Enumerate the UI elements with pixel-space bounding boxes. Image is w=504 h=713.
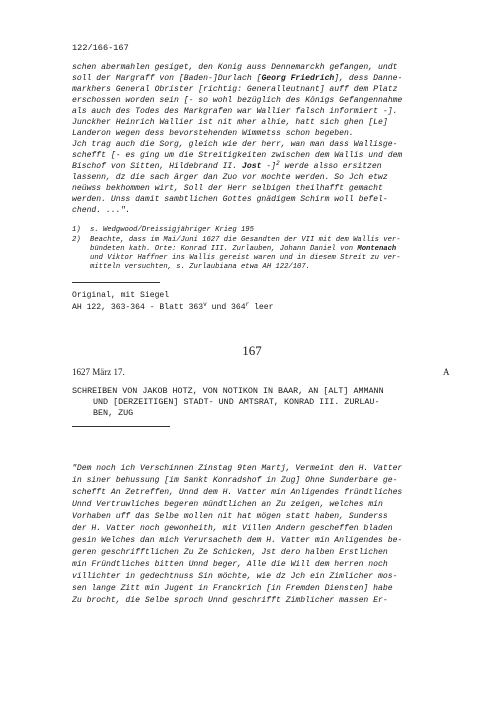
text-line: gesin Welches dan mich Verursacheth dem H. Vatter min Anligendes be-: [72, 536, 403, 545]
emphasis-name: Jost: [242, 162, 262, 171]
text-line: Bischof von Sitten, Hildebrand II. Jost -]$^2$ werde alsso ersitzen: [72, 160, 382, 171]
text-line: als auch des Todes des Markgrafen war Wallier falsch informiert -].: [72, 107, 398, 116]
text-line: "Dem noch ich Verschinnen Zinstag 9ten Martj, Vermeint den H. Vatter: [72, 464, 403, 473]
section-divider: [72, 282, 160, 283]
text-line: in siner behussung [im Sankt Konradshof in Zug] Ohne Sunderbare ge-: [72, 476, 398, 485]
text-line: villichter in gedechtnuss Sin möchte, wie dz Jch ein Zimlicher mos-: [72, 572, 398, 581]
text-line: neüwss bekhommen wirt, Soll der Herr selbigen theilhafft gemacht: [72, 184, 383, 193]
text-line: Vorhaben uff das Selbe mollen nit hat mögen statt haben, Sunderss: [72, 512, 388, 521]
heading-line: SCHREIBEN VON JAKOB HOTZ, VON NOTIKON IN BAAR, AN [ALT] AMMANN: [72, 386, 384, 396]
text-line: werden. Unss damit sambtlichen Gottes gnädigem Schirm woll befel-: [72, 195, 388, 204]
text-line: sen lange Zitt min Jugent in Franckrich [in Fremden Diensten] habe: [72, 584, 393, 593]
text-line: Landeron wegen dess bevorstehenden Wimmetss schon begeben.: [72, 129, 354, 138]
text-line: lassenn, dz die sach ärger dan Zuo vor mochte werden. So Jch etwz: [72, 173, 388, 182]
emphasis-name: Georg Friedrich: [261, 74, 335, 83]
text-line: der H. Vatter noch gewonheith, mit Villen Andern gescheffen bladen: [72, 524, 393, 533]
text-line: soll der Margraff von [Baden-]Durlach [Georg Friedrich], dess Danne-: [72, 74, 403, 83]
heading-line: UND [DERZEITIGEN] STADT- UND AMTSRAT, KONRAD III. ZURLAU-: [93, 397, 380, 407]
footnote-text: mitteln versuchten, s. Zurlaubiana etwa AH 122/107.: [90, 263, 310, 271]
document-marker: A: [443, 367, 450, 377]
text-line: markhers General Obrister [richtig: Generalleutnant] auff dem Platz: [72, 85, 398, 94]
text-line: Unnd Vertruwliches begeren mündtlichen an Zu zeigen, welches min: [72, 500, 383, 509]
text-line: Junckher Heinrich Wallier ist nit mher alhie, hatt sich ghen [Le]: [72, 118, 388, 127]
text-line: Jch trag auch die Sorg, gleich wie der herr, wan man dass Wallisge-: [72, 140, 398, 149]
page-reference: 122/166-167: [72, 43, 129, 53]
footnote-text: bündeten kath. Orte: Konrad III. Zurlauben, Johann Daniel von Montenach: [90, 245, 397, 253]
source-archive: AH 122, 363-364 - Blatt 363$^v$ und 364$^r$ leer: [72, 301, 274, 312]
footnote-text: und Viktor Haffner ins Wallis gereist waren und in diesem Streit zu ver-: [90, 254, 401, 262]
footnote-text: Beachte, dass im Mai/Juni 1627 die Gesandten der VII mit dem Wallis ver-: [90, 236, 401, 244]
text-line: min Fründtliches bitten Unnd beger, Alle die Will dem herren noch: [72, 560, 388, 569]
footnote-text: s. Wedgwood/Dreissigjähriger Krieg 195: [90, 226, 254, 234]
footnote-number: 1): [72, 226, 81, 234]
text-line: geren geschrifftlichen Zu Ze Schicken, Jst dero halben Erstlichen: [72, 548, 388, 557]
document-number: 167: [242, 343, 262, 358]
text-line: chend. ...".: [72, 206, 131, 215]
heading-line: BEN, ZUG: [93, 408, 134, 418]
footnote-marker: 2: [276, 160, 280, 167]
source-original: Original, mit Siegel: [72, 291, 170, 300]
text-line: Zu brocht, die Selbe sproch Unnd geschrifft Zimblicher massen Er-: [72, 596, 388, 605]
footnote-number: 2): [72, 236, 81, 244]
text-line: schen abermahlen gesiget, den Konig auss Dennemarckh gefangen, undt: [72, 63, 398, 72]
text-line: schefft An Zetreffen, Unnd dem H. Vatter min Anligendes fründtliches: [72, 488, 403, 497]
text-line: erschossen worden sein [- so wohl bezüglich des Königs Gefangennahme: [72, 96, 403, 105]
heading-divider: [72, 426, 170, 427]
document-date: 1627 März 17.: [72, 367, 125, 377]
text-line: schefft [- es ging um die Streitigkeiten zwischen dem Wallis und dem: [72, 151, 403, 160]
